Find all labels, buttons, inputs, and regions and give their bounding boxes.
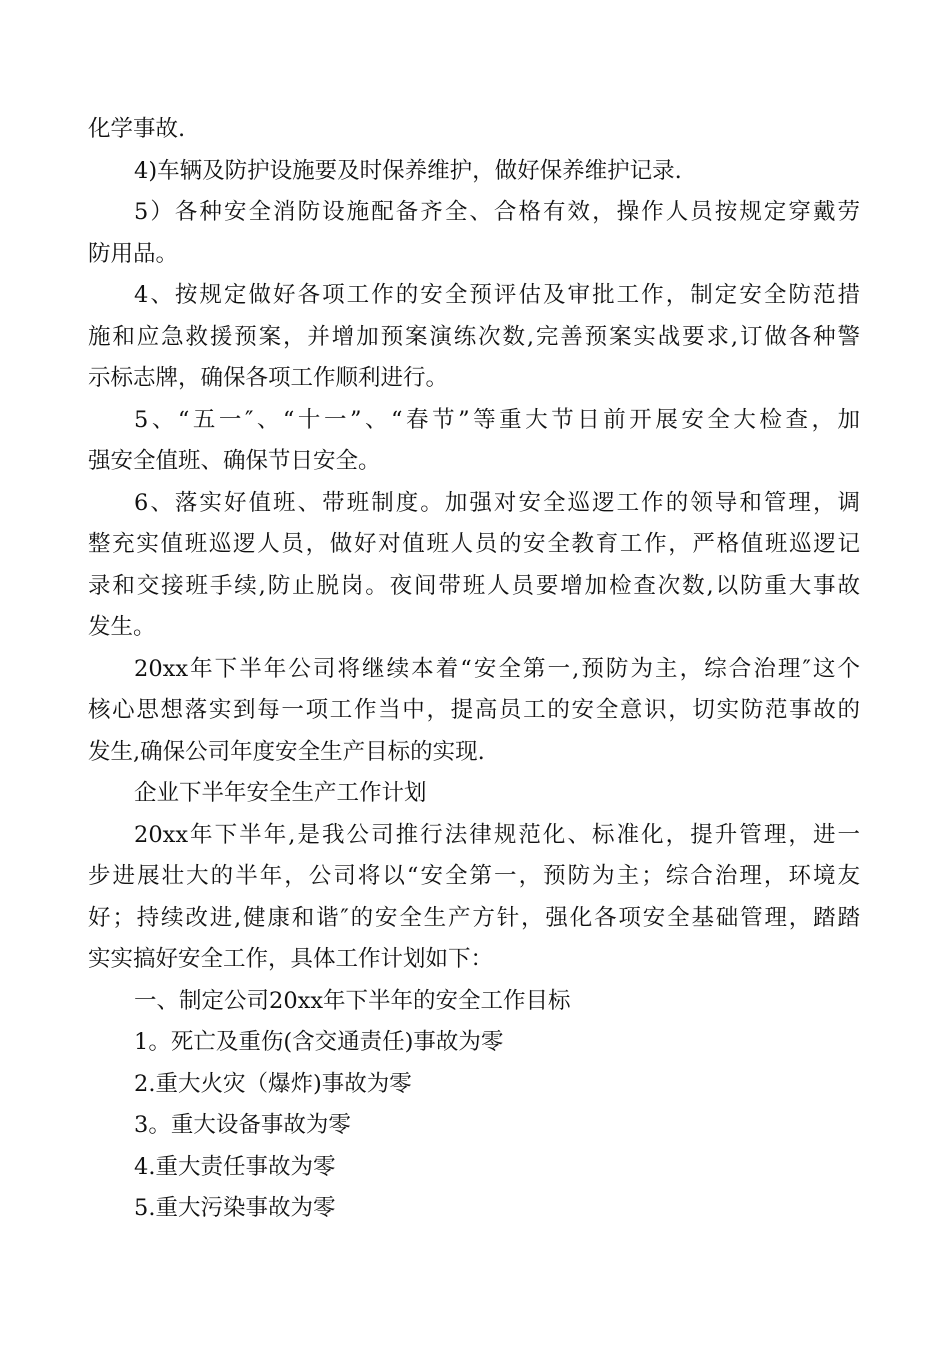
text-line: 化学事故.	[88, 116, 186, 142]
list-item: 5.重大污染事故为零	[134, 1195, 336, 1221]
text-line: 4、按规定做好各项工作的安全预评估及审批工作，制定安全防范措	[134, 282, 860, 308]
text-line: 好；持续改进,健康和谐″的安全生产方针，强化各项安全基础管理，踏踏	[88, 904, 860, 931]
text-line: 5、“五一″、“十一”、“春节”等重大节日前开展安全大检查，加	[134, 406, 860, 433]
list-item: 2.重大火灾（爆炸)事故为零	[134, 1070, 412, 1097]
list-item: 3。重大设备事故为零	[134, 1112, 351, 1138]
text-line: 实实搞好安全工作，具体工作计划如下：	[88, 946, 494, 972]
text-line: 4)车辆及防护设施要及时保养维护，做好保养维护记录.	[134, 157, 682, 184]
text-line: 步进展壮大的半年，公司将以“安全第一，预防为主；综合治理，环境友	[88, 863, 860, 889]
text-line: 20xx年下半年,是我公司推行法律规范化、标准化，提升管理，进一	[134, 821, 860, 848]
text-line: 20xx年下半年公司将继续本着“安全第一,预防为主，综合治理″这个	[134, 655, 860, 682]
text-line: 防用品。	[88, 240, 179, 267]
text-line: 整充实值班巡逻人员，做好对值班人员的安全教育工作，严格值班巡逻记	[88, 531, 860, 557]
text-line: 示标志牌，确保各项工作顺利进行。	[88, 365, 449, 391]
list-heading: 一、制定公司20xx年下半年的安全工作目标	[134, 987, 571, 1014]
text-line: 强安全值班、确保节日安全。	[88, 448, 381, 474]
text-line: 5）各种安全消防设施配备齐全、合格有效，操作人员按规定穿戴劳	[134, 199, 860, 225]
text-line: 6、落实好值班、带班制度。加强对安全巡逻工作的领导和管理，调	[134, 489, 860, 516]
section-heading: 企业下半年安全生产工作计划	[134, 780, 427, 806]
text-line: 发生。	[88, 614, 156, 640]
text-line: 施和应急救援预案，并增加预案演练次数,完善预案实战要求,订做各种警	[88, 323, 860, 350]
text-line: 核心思想落实到每一项工作当中，提高员工的安全意识，切实防范事故的	[88, 697, 860, 723]
document-body	[88, 109, 860, 1230]
list-item: 4.重大责任事故为零	[134, 1153, 336, 1180]
list-item: 1。死亡及重伤(含交通责任)事故为零	[134, 1029, 504, 1055]
text-line: 录和交接班手续,防止脱岗。夜间带班人员要增加检查次数,以防重大事故	[88, 572, 860, 599]
text-line: 发生,确保公司年度安全生产目标的实现.	[88, 738, 485, 765]
